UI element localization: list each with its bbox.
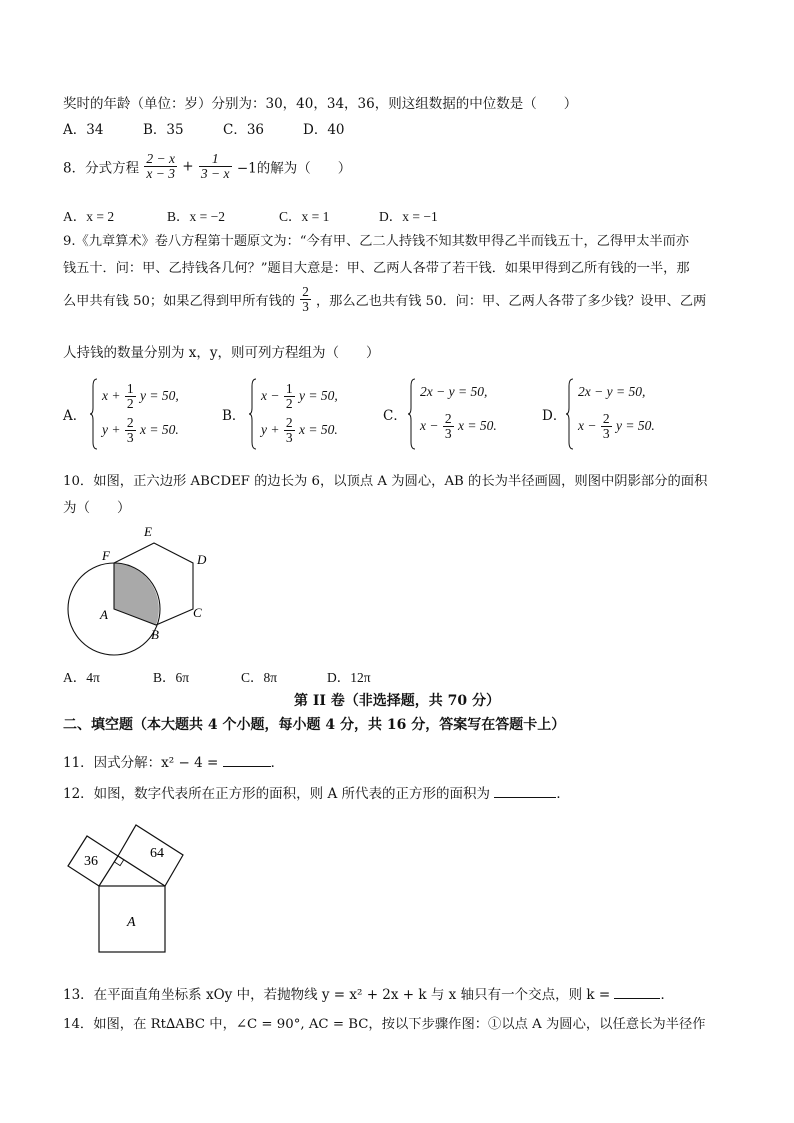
q9-option-c-system <box>408 378 518 450</box>
q8-plus: + <box>182 158 194 175</box>
frac-den: 3 <box>285 430 293 446</box>
q13-text: 13．在平面直角坐标系 xOy 中，若抛物线 y = x² + 2x + k 与 x 轴只有一个交点，则 k = <box>63 987 611 1003</box>
shaded-sector <box>114 563 159 625</box>
q13-end: ． <box>660 987 674 1003</box>
q11 <box>63 751 284 771</box>
q9-d-eq-1: 2x − y = 50, <box>578 384 646 399</box>
q7-text: 奖时的年龄（单位：岁）分别为：30，40，34，36，则这组数据的中位数是（ ） <box>63 96 578 112</box>
frac-num: 2 <box>444 411 452 426</box>
q10-option-b: B．6π <box>153 670 190 685</box>
q8-stem <box>63 152 351 181</box>
q9-option-a-system <box>90 378 200 450</box>
q9-c-eq2-rhs: x = 50. <box>457 417 497 433</box>
q9-b-eq-2 <box>261 416 338 445</box>
q7-option-d: D．40 <box>303 122 345 138</box>
q9-option-b-label: B． <box>222 408 246 424</box>
q11-end: ． <box>270 755 285 771</box>
q13-answer-blank[interactable] <box>614 998 660 999</box>
q9-a-eq1-frac <box>125 382 136 411</box>
section-2-heading: 二、填空题（本大题共 4 个小题，每小题 4 分，共 16 分，答案写在答题卡上） <box>63 717 566 733</box>
label-64: 64 <box>150 846 164 861</box>
label-c: C <box>193 605 202 620</box>
q13 <box>63 983 674 1003</box>
q9-option-b-system <box>249 378 359 450</box>
q12 <box>63 782 570 802</box>
q9-c-eq-2 <box>420 412 497 441</box>
frac-den: 2 <box>285 396 293 412</box>
q8-option-b: B．x = −2 <box>167 209 225 224</box>
q10-option-a: A．4π <box>63 670 100 685</box>
q9-line-1: 9.《九章算术》卷八方程第十题原文为：“今有甲、乙二人持钱不知其数甲得乙半而钱五十，乙得甲太半而亦 <box>63 234 689 249</box>
label-f: F <box>102 548 110 563</box>
q7-option-b: B．35 <box>143 122 184 138</box>
q9-b-eq1-lhs: x − <box>261 387 280 403</box>
q9-a-eq1-lhs: x + <box>102 387 121 403</box>
q8-option-c: C．x = 1 <box>279 209 330 224</box>
section-2-title: 第 II 卷（非选择题，共 70 分） <box>293 693 501 709</box>
q9-fraction-two-thirds <box>300 285 311 314</box>
q12-figure <box>62 810 212 960</box>
q9-b-eq1-rhs: y = 50, <box>298 387 338 403</box>
q11-answer-blank[interactable] <box>223 766 271 767</box>
frac-num: 1 <box>126 381 134 396</box>
q10-figure <box>62 520 222 660</box>
q8-frac2-den: 3 − x <box>200 166 230 182</box>
q9-d-eq2-rhs: y = 50. <box>615 417 655 433</box>
q9-c-eq-1: 2x − y = 50, <box>420 384 488 399</box>
frac-num: 2 <box>126 415 134 430</box>
frac-num: 2 <box>285 415 293 430</box>
q9-option-a-label: A． <box>63 408 87 424</box>
q8-prefix: 8．分式方程 <box>63 160 140 177</box>
q9-option-d-system <box>566 378 676 450</box>
q9-b-eq-1 <box>261 382 338 411</box>
q9-line-2: 钱五十．问：甲、乙持钱各几何？”题目大意是：甲、乙两人各带了若干钱．如果甲得到乙所有钱的一半，那 <box>63 261 690 276</box>
q8-tail: −1的解为（ ） <box>236 160 352 177</box>
q9-line-4: 人持钱的数量分别为 x，y，则可列方程组为（ ） <box>63 345 380 361</box>
q9-a-eq2-frac <box>125 416 136 445</box>
label-36: 36 <box>84 854 98 869</box>
q9-a-eq2-rhs: x = 50. <box>139 421 179 437</box>
q8-fraction-2 <box>199 152 232 181</box>
q9-d-eq-2 <box>578 412 655 441</box>
q9-option-d-label: D． <box>542 408 567 424</box>
q9-b-eq1-frac <box>284 382 295 411</box>
q10-option-c: C．8π <box>241 670 278 685</box>
brace-icon <box>408 378 416 450</box>
q9-line-3-post: ，那么乙也共有钱 50．问：甲、乙两人各带了多少钱？设甲、乙两 <box>315 293 707 309</box>
q10-line-2: 为（ ） <box>63 500 131 516</box>
frac-den: 3 <box>126 430 134 446</box>
label-a-square: A <box>127 915 136 930</box>
q9-d-eq2-lhs: x − <box>578 417 597 433</box>
q9-frac-den: 3 <box>302 298 309 314</box>
q9-frac-num: 2 <box>302 284 309 299</box>
q8-frac2-num: 1 <box>199 152 232 167</box>
q7-option-c: C．36 <box>223 122 265 138</box>
q9-c-eq2-frac <box>443 412 454 441</box>
q9-line-3 <box>63 285 706 314</box>
q8-fraction-1 <box>144 152 177 181</box>
q8-option-d: D．x = −1 <box>379 209 438 224</box>
q9-a-eq-2 <box>102 416 179 445</box>
q9-a-eq1-rhs: y = 50, <box>139 387 179 403</box>
q14-text: 14．如图，在 Rt∆ABC 中，∠C = 90°, AC = BC，按以下步骤作图：①以点 A 为圆心，以任意长为半径作 <box>63 1017 706 1032</box>
q9-a-eq-1 <box>102 382 179 411</box>
brace-icon <box>249 378 257 450</box>
label-b: B <box>151 627 159 642</box>
q8-frac1-num: 2 − x <box>146 151 175 166</box>
pythagoras-squares-diagram <box>62 810 212 960</box>
q9-line-3-pre: 么甲共有钱 50；如果乙得到甲所有钱的 <box>63 293 295 309</box>
q8-frac1-den: x − 3 <box>146 166 175 182</box>
q12-answer-blank[interactable] <box>494 797 556 798</box>
brace-icon <box>566 378 574 450</box>
q12-text: 12．如图，数字代表所在正方形的面积，则 A 所代表的正方形的面积为 <box>63 786 491 802</box>
q10-option-d: D．12π <box>327 670 371 685</box>
label-a: A <box>100 607 108 622</box>
q8-option-a: A．x = 2 <box>63 209 115 224</box>
frac-den: 2 <box>126 396 134 412</box>
brace-icon <box>90 378 98 450</box>
label-e: E <box>144 524 152 539</box>
label-d: D <box>197 552 207 567</box>
hexagon-circle-diagram <box>62 520 222 660</box>
q9-a-eq2-lhs: y + <box>102 421 121 437</box>
q7-option-a: A．34 <box>63 122 104 138</box>
q12-end: ． <box>556 786 570 802</box>
q9-b-eq2-rhs: x = 50. <box>298 421 338 437</box>
q11-text: 11．因式分解：x² − 4 = <box>63 755 219 771</box>
frac-den: 3 <box>444 426 452 442</box>
q9-b-eq2-frac <box>284 416 295 445</box>
q9-c-eq2-lhs: x − <box>420 417 439 433</box>
right-angle-mark <box>114 856 124 866</box>
frac-num: 1 <box>285 381 293 396</box>
frac-num: 2 <box>602 411 610 426</box>
frac-den: 3 <box>602 426 610 442</box>
q10-line-1: 10．如图，正六边形 ABCDEF 的边长为 6，以顶点 A 为圆心，AB 的长为半径画圆，则图中阴影部分的面积 <box>63 474 708 489</box>
q9-d-eq2-frac <box>601 412 612 441</box>
q9-b-eq2-lhs: y + <box>261 421 280 437</box>
q9-option-c-label: C． <box>383 408 407 424</box>
